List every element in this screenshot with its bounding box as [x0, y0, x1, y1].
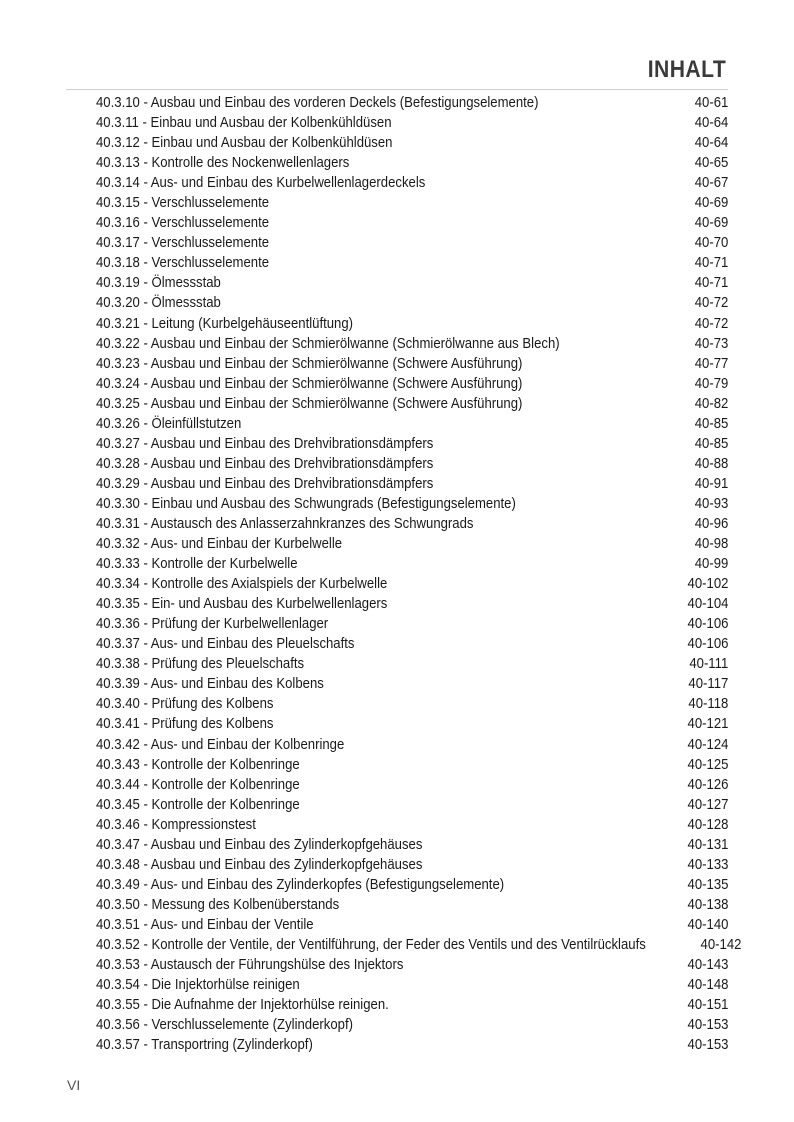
toc-entry-page: 40-73 — [694, 335, 728, 352]
toc-entry[interactable] — [96, 193, 728, 213]
toc-entry-title: 40.3.49 - Aus- und Einbau des Zylinderkopfes (Befestigungselemente) — [96, 876, 505, 893]
toc-entry-page: 40-131 — [687, 836, 728, 853]
toc-entry-page: 40-64 — [694, 135, 728, 152]
toc-entry-title: 40.3.29 - Ausbau und Einbau des Drehvibrationsdämpfers — [96, 475, 434, 492]
toc-entry-page: 40-121 — [687, 716, 728, 733]
toc-entry-page: 40-70 — [694, 235, 728, 252]
toc-entry[interactable] — [96, 434, 728, 454]
toc-entry-page: 40-104 — [687, 596, 728, 613]
toc-entry-title: 40.3.27 - Ausbau und Einbau des Drehvibrationsdämpfers — [96, 435, 434, 452]
toc-entry[interactable] — [96, 935, 742, 955]
toc-entry-page: 40-153 — [687, 1017, 728, 1034]
toc-entry-title: 40.3.11 - Einbau und Ausbau der Kolbenkühldüsen — [96, 115, 392, 132]
toc-entry-page: 40-138 — [687, 896, 728, 913]
toc-entry-title: 40.3.32 - Aus- und Einbau der Kurbelwelle — [96, 536, 343, 553]
toc-entry[interactable] — [96, 915, 728, 935]
toc-entry-page: 40-79 — [694, 375, 728, 392]
toc-entry-title: 40.3.44 - Kontrolle der Kolbenringe — [96, 776, 300, 793]
toc-entry-page: 40-85 — [694, 435, 728, 452]
toc-entry-title: 40.3.26 - Öleinfüllstutzen — [96, 415, 242, 432]
toc-entry[interactable] — [96, 534, 728, 554]
toc-entry-page: 40-71 — [694, 255, 728, 272]
toc-entry-page: 40-85 — [694, 415, 728, 432]
toc-entry[interactable] — [96, 995, 728, 1015]
toc-entry[interactable] — [96, 815, 728, 835]
toc-entry[interactable] — [96, 955, 728, 975]
toc-entry[interactable] — [96, 554, 728, 574]
toc-entry[interactable] — [96, 1035, 728, 1055]
toc-entry[interactable] — [96, 454, 728, 474]
toc-entry[interactable] — [96, 334, 728, 354]
toc-entry-title: 40.3.41 - Prüfung des Kolbens — [96, 716, 274, 733]
toc-entry-page: 40-126 — [687, 776, 728, 793]
toc-entry-page: 40-69 — [694, 195, 728, 212]
toc-entry-title: 40.3.39 - Aus- und Einbau des Kolbens — [96, 676, 324, 693]
toc-entry-page: 40-65 — [694, 155, 728, 172]
toc-entry-page: 40-72 — [694, 295, 728, 312]
toc-entry[interactable] — [96, 895, 728, 915]
toc-entry[interactable] — [96, 354, 728, 374]
toc-entry-title: 40.3.46 - Kompressionstest — [96, 816, 256, 833]
toc-entry-title: 40.3.15 - Verschlusselemente — [96, 195, 270, 212]
toc-entry-title: 40.3.18 - Verschlusselemente — [96, 255, 270, 272]
toc-entry[interactable] — [96, 634, 728, 654]
toc-entry[interactable] — [96, 1015, 728, 1035]
toc-entry[interactable] — [96, 855, 728, 875]
toc-entry[interactable] — [96, 775, 728, 795]
toc-entry-page: 40-102 — [687, 576, 728, 593]
toc-entry-title: 40.3.43 - Kontrolle der Kolbenringe — [96, 756, 300, 773]
page-title: INHALT — [647, 56, 726, 83]
toc-entry-title: 40.3.33 - Kontrolle der Kurbelwelle — [96, 556, 298, 573]
toc-entry-page: 40-69 — [694, 215, 728, 232]
title-divider — [66, 89, 728, 90]
toc-entry-title: 40.3.56 - Verschlusselemente (Zylinderkopf) — [96, 1017, 353, 1034]
toc-entry-page: 40-99 — [694, 556, 728, 573]
toc-entry[interactable] — [96, 374, 728, 394]
toc-entry-page: 40-106 — [687, 636, 728, 653]
toc-entry-page: 40-153 — [687, 1037, 728, 1054]
toc-entry-title: 40.3.13 - Kontrolle des Nockenwellenlagers — [96, 155, 350, 172]
toc-entry-title: 40.3.34 - Kontrolle des Axialspiels der Kurbelwelle — [96, 576, 388, 593]
toc-entry-page: 40-71 — [694, 275, 728, 292]
toc-entry[interactable] — [96, 173, 728, 193]
toc-entry-title: 40.3.10 - Ausbau und Einbau des vorderen Deckels (Befestigungselemente) — [96, 95, 539, 111]
toc-entry-page: 40-96 — [694, 515, 728, 532]
toc-entry[interactable] — [96, 694, 728, 714]
toc-entry[interactable] — [96, 735, 728, 755]
toc-entry-page: 40-77 — [694, 355, 728, 372]
toc-entry-page: 40-151 — [687, 997, 728, 1014]
toc-entry[interactable] — [96, 795, 728, 815]
toc-entry-page: 40-142 — [700, 936, 742, 953]
toc-entry[interactable] — [96, 875, 728, 895]
toc-entry[interactable] — [96, 674, 728, 694]
toc-entry-title: 40.3.52 - Kontrolle der Ventile, der Ventilführung, der Feder des Ventils und des Ventilrücklaufs — [96, 936, 646, 953]
toc-entry[interactable] — [96, 213, 728, 233]
toc-entry-title: 40.3.16 - Verschlusselemente — [96, 215, 270, 232]
toc-entry[interactable] — [96, 835, 728, 855]
toc-entry[interactable] — [96, 133, 728, 153]
toc-entry-page: 40-135 — [687, 876, 728, 893]
toc-entry[interactable] — [96, 233, 728, 253]
toc-entry-title: 40.3.12 - Einbau und Ausbau der Kolbenkühldüsen — [96, 135, 393, 152]
toc-entry-page: 40-140 — [687, 916, 728, 933]
toc-entry[interactable] — [96, 714, 728, 734]
toc-entry-title: 40.3.36 - Prüfung der Kurbelwellenlager — [96, 616, 329, 633]
toc-entry-page: 40-61 — [694, 95, 728, 111]
toc-entry[interactable] — [96, 273, 728, 293]
toc-entry[interactable] — [96, 494, 728, 514]
toc-entry[interactable] — [96, 755, 728, 775]
toc-entry-page: 40-67 — [694, 175, 728, 192]
toc-entry-title: 40.3.37 - Aus- und Einbau des Pleuelschafts — [96, 636, 355, 653]
toc-entry-title: 40.3.45 - Kontrolle der Kolbenringe — [96, 796, 300, 813]
toc-entry[interactable] — [96, 153, 728, 173]
toc-entry-page: 40-82 — [694, 395, 728, 412]
toc-entry-page: 40-143 — [687, 957, 728, 974]
toc-entry[interactable] — [96, 594, 728, 614]
toc-entry-page: 40-124 — [687, 736, 728, 753]
toc-entry-title: 40.3.57 - Transportring (Zylinderkopf) — [96, 1037, 313, 1054]
toc-entry-page: 40-111 — [689, 656, 728, 673]
toc-entry[interactable] — [96, 253, 728, 273]
toc-entry-title: 40.3.22 - Ausbau und Einbau der Schmierölwanne (Schmierölwanne aus Blech) — [96, 335, 560, 352]
toc-entry[interactable] — [96, 414, 728, 434]
toc-entry-page: 40-91 — [694, 475, 728, 492]
toc-entry-title: 40.3.47 - Ausbau und Einbau des Zylinderkopfgehäuses — [96, 836, 423, 853]
toc-entry-page: 40-98 — [694, 536, 728, 553]
toc-entry-title: 40.3.40 - Prüfung des Kolbens — [96, 696, 274, 713]
toc-entry-title: 40.3.48 - Ausbau und Einbau des Zylinderkopfgehäuses — [96, 856, 423, 873]
toc-entry-page: 40-117 — [688, 676, 728, 693]
toc-entry-page: 40-127 — [687, 796, 728, 813]
toc-entry[interactable] — [96, 293, 728, 313]
toc-entry-title: 40.3.51 - Aus- und Einbau der Ventile — [96, 916, 314, 933]
toc-entry-page: 40-148 — [687, 977, 728, 994]
toc-entry-page: 40-133 — [687, 856, 728, 873]
toc-entry[interactable] — [96, 654, 728, 674]
toc-entry-page: 40-106 — [687, 616, 728, 633]
toc-entry[interactable] — [96, 314, 728, 334]
toc-entry-title: 40.3.21 - Leitung (Kurbelgehäuseentlüftung) — [96, 315, 354, 332]
toc-entry[interactable] — [96, 93, 728, 113]
toc-entry-title: 40.3.20 - Ölmessstab — [96, 295, 221, 312]
toc-entry[interactable] — [96, 113, 728, 133]
toc-entry-page: 40-128 — [687, 816, 728, 833]
toc-entry-title: 40.3.35 - Ein- und Ausbau des Kurbelwellenlagers — [96, 596, 388, 613]
toc-entry[interactable] — [96, 614, 728, 634]
toc-entry-title: 40.3.42 - Aus- und Einbau der Kolbenringe — [96, 736, 345, 753]
table-of-contents — [96, 93, 742, 1055]
toc-entry-title: 40.3.53 - Austausch der Führungshülse des Injektors — [96, 957, 404, 974]
toc-entry-title: 40.3.28 - Ausbau und Einbau des Drehvibrationsdämpfers — [96, 455, 434, 472]
toc-entry-title: 40.3.54 - Die Injektorhülse reinigen — [96, 977, 300, 994]
toc-entry-title: 40.3.19 - Ölmessstab — [96, 275, 221, 292]
toc-entry-page: 40-64 — [694, 115, 728, 132]
toc-entry[interactable] — [96, 574, 728, 594]
toc-entry-page: 40-93 — [694, 495, 728, 512]
toc-entry-page: 40-125 — [687, 756, 728, 773]
toc-entry-title: 40.3.24 - Ausbau und Einbau der Schmierölwanne (Schwere Ausführung) — [96, 375, 523, 392]
toc-entry-title: 40.3.14 - Aus- und Einbau des Kurbelwellenlagerdeckels — [96, 175, 426, 192]
toc-entry-page: 40-118 — [688, 696, 728, 713]
toc-entry-page: 40-88 — [694, 455, 728, 472]
toc-entry[interactable] — [96, 975, 728, 995]
toc-entry-title: 40.3.17 - Verschlusselemente — [96, 235, 270, 252]
toc-entry[interactable] — [96, 394, 728, 414]
toc-entry-title: 40.3.23 - Ausbau und Einbau der Schmierölwanne (Schwere Ausführung) — [96, 355, 523, 372]
toc-entry-page: 40-72 — [694, 315, 728, 332]
toc-entry-title: 40.3.25 - Ausbau und Einbau der Schmierölwanne (Schwere Ausführung) — [96, 395, 523, 412]
page-number: VI — [67, 1077, 81, 1093]
toc-entry-title: 40.3.30 - Einbau und Ausbau des Schwungrads (Befestigungselemente) — [96, 495, 516, 512]
toc-entry-title: 40.3.38 - Prüfung des Pleuelschafts — [96, 656, 305, 673]
toc-entry[interactable] — [96, 514, 728, 534]
toc-entry[interactable] — [96, 474, 728, 494]
toc-entry-title: 40.3.31 - Austausch des Anlasserzahnkranzes des Schwungrads — [96, 515, 474, 532]
toc-entry-title: 40.3.50 - Messung des Kolbenüberstands — [96, 896, 340, 913]
toc-entry-title: 40.3.55 - Die Aufnahme der Injektorhülse reinigen. — [96, 997, 389, 1014]
